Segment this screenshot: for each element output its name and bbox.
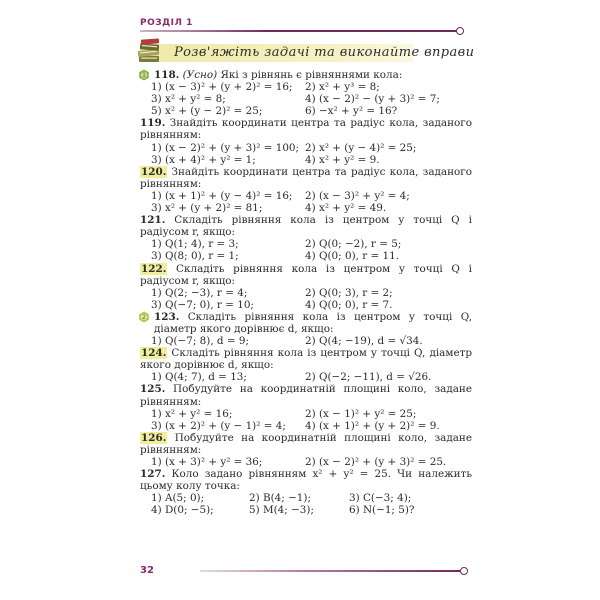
list-item: 1) (x − 2)² + (y + 3)² = 100; <box>151 141 300 154</box>
divider-end-circle-icon <box>460 567 468 575</box>
exercise-number: 119. <box>140 117 166 130</box>
exercise-note: (Усно) <box>182 69 218 81</box>
exercise-number: 118. <box>154 69 180 81</box>
exercise-number-highlighted: 120. <box>141 165 167 178</box>
list-item: 1) Q(−7; 8), d = 9; <box>151 335 250 348</box>
list-item: 3) (x + 2)² + (y − 1)² = 4; <box>151 419 286 432</box>
list-item: 4) x² + y² = 49. <box>305 202 387 215</box>
exercise-119 <box>140 117 472 165</box>
list-item: 4) Q(0; 0), r = 7. <box>305 298 393 311</box>
exercise-items <box>140 335 472 347</box>
list-item: 4) (x + 1)² + (y + 2)² = 9. <box>305 419 440 432</box>
list-item: 2) Q(0; −2), r = 5; <box>305 238 402 251</box>
exercise-118 <box>140 69 472 117</box>
list-item: 1) (x − 3)² + (y + 2)² = 16; <box>151 81 293 94</box>
banner-title: Розв'яжіть задачі та виконайте вправи <box>174 45 475 60</box>
list-item: 3) (x + 4)² + y² = 1; <box>151 153 256 166</box>
list-item: 2) (x − 3)² + y² = 4; <box>305 189 410 202</box>
exercise-number-highlighted: 126. <box>141 431 167 444</box>
exercise-text: Знайдіть координати центра та радіус кола, заданого рівнянням: <box>140 165 472 190</box>
exercise-text: Побудуйте на координатній площині коло, задане рівнянням: <box>140 383 472 408</box>
exercise-items <box>140 238 472 262</box>
list-item: 3) x² + (y + 2)² = 81; <box>151 202 263 215</box>
exercise-text: Які з рівнянь є рівняннями кола: <box>217 69 403 81</box>
books-stack-icon <box>136 38 164 64</box>
list-item: 3) x² + y² = 8; <box>151 93 226 106</box>
exercise-126 <box>140 432 472 468</box>
exercise-text: Знайдіть координати центра та радіус кола, заданого рівнянням: <box>140 117 472 142</box>
list-item: 1) (x + 3)² + y² = 36; <box>151 456 263 468</box>
svg-text:1: 1 <box>142 72 146 80</box>
divider-end-circle-icon <box>456 27 464 35</box>
exercise-items <box>140 492 472 516</box>
exercise-number-highlighted: 122. <box>141 262 167 275</box>
list-item: 2) Q(−2; −11), d = √26. <box>305 371 432 384</box>
list-item: 3) Q(−7; 0), r = 10; <box>151 298 254 311</box>
exercise-number: 125. <box>140 383 166 396</box>
exercise-text: Складіть рівняння кола із центром у точці Q і радіусом r, якщо: <box>140 214 472 239</box>
list-item: 3) Q(8; 0), r = 1; <box>151 250 239 263</box>
exercise-number: 127. <box>140 468 166 481</box>
list-item: 4) Q(0; 0), r = 11. <box>305 250 400 263</box>
list-item: 6) −x² + y² = 16? <box>305 105 398 118</box>
exercise-120 <box>140 166 472 214</box>
exercise-items <box>140 190 472 214</box>
exercise-items <box>140 456 472 468</box>
section-label: РОЗДІЛ 1 <box>140 18 193 28</box>
exercise-121 <box>140 214 472 262</box>
list-item: 1) A(5; 0); <box>151 492 205 505</box>
list-item: 4) D(0; −5); <box>151 504 214 517</box>
list-item: 2) (x − 1)² + y² = 25; <box>305 407 417 420</box>
exercise-items <box>140 287 472 311</box>
list-item: 1) Q(2; −3), r = 4; <box>151 286 248 299</box>
exercise-text: Складіть рівняння кола із центром у точці Q, діаметр якого дорівнює d, якщо: <box>140 347 472 372</box>
list-item: 2) x² + (y − 4)² = 25; <box>305 141 417 154</box>
exercise-items <box>140 408 472 432</box>
list-item: 6) N(−1; 5)? <box>349 504 415 517</box>
exercise-items <box>140 81 472 117</box>
list-item: 2) B(4; −1); <box>249 492 311 505</box>
svg-text:2: 2 <box>142 314 146 322</box>
exercise-text: Коло задано рівнянням x² + y² = 25. Чи належить цьому колу точка: <box>140 468 472 493</box>
exercise-123 <box>140 311 472 347</box>
list-item: 5) x² + (y − 2)² = 25; <box>151 105 263 118</box>
exercises-banner <box>140 44 475 62</box>
list-item: 1) Q(4; 7), d = 13; <box>151 371 247 384</box>
list-item: 3) C(−3; 4); <box>349 492 412 505</box>
page-number: 32 <box>140 565 154 576</box>
exercise-items <box>140 142 472 166</box>
exercise-125 <box>140 383 472 431</box>
list-item: 1) x² + y² = 16; <box>151 407 233 420</box>
exercise-items <box>140 371 472 383</box>
exercise-text: Складіть рівняння кола із центром у точці Q і радіусом r, якщо: <box>140 262 472 287</box>
exercise-number-highlighted: 124. <box>141 347 167 360</box>
list-item: 2) (x − 2)² + (y + 3)² = 25. <box>305 456 447 468</box>
exercise-122 <box>140 263 472 311</box>
top-divider <box>140 30 458 32</box>
exercise-list <box>140 69 472 516</box>
list-item: 1) Q(1; 4), r = 3; <box>151 238 239 251</box>
level-1-badge-icon <box>138 69 150 81</box>
list-item: 4) (x − 2)² − (y + 3)² = 7; <box>305 93 440 106</box>
exercise-text: Складіть рівняння кола із центром у точці Q, діаметр якого дорівнює d, якщо: <box>154 310 472 335</box>
exercise-number: 123. <box>154 310 180 323</box>
list-item: 4) x² + y² = 9. <box>305 153 380 166</box>
exercise-127 <box>140 468 472 516</box>
exercise-124 <box>140 347 472 383</box>
list-item: 2) Q(4; −19), d = √34. <box>305 335 423 348</box>
level-2-badge-icon <box>138 311 150 323</box>
list-item: 2) Q(0; 3), r = 2; <box>305 286 393 299</box>
list-item: 1) (x + 1)² + (y − 4)² = 16; <box>151 189 293 202</box>
exercise-number: 121. <box>140 214 166 227</box>
exercise-text: Побудуйте на координатній площині коло, задане рівнянням: <box>140 431 472 456</box>
textbook-page <box>140 0 475 600</box>
bottom-divider <box>200 570 462 572</box>
list-item: 2) x² + y³ = 8; <box>305 81 380 94</box>
list-item: 5) M(4; −3); <box>249 504 314 517</box>
